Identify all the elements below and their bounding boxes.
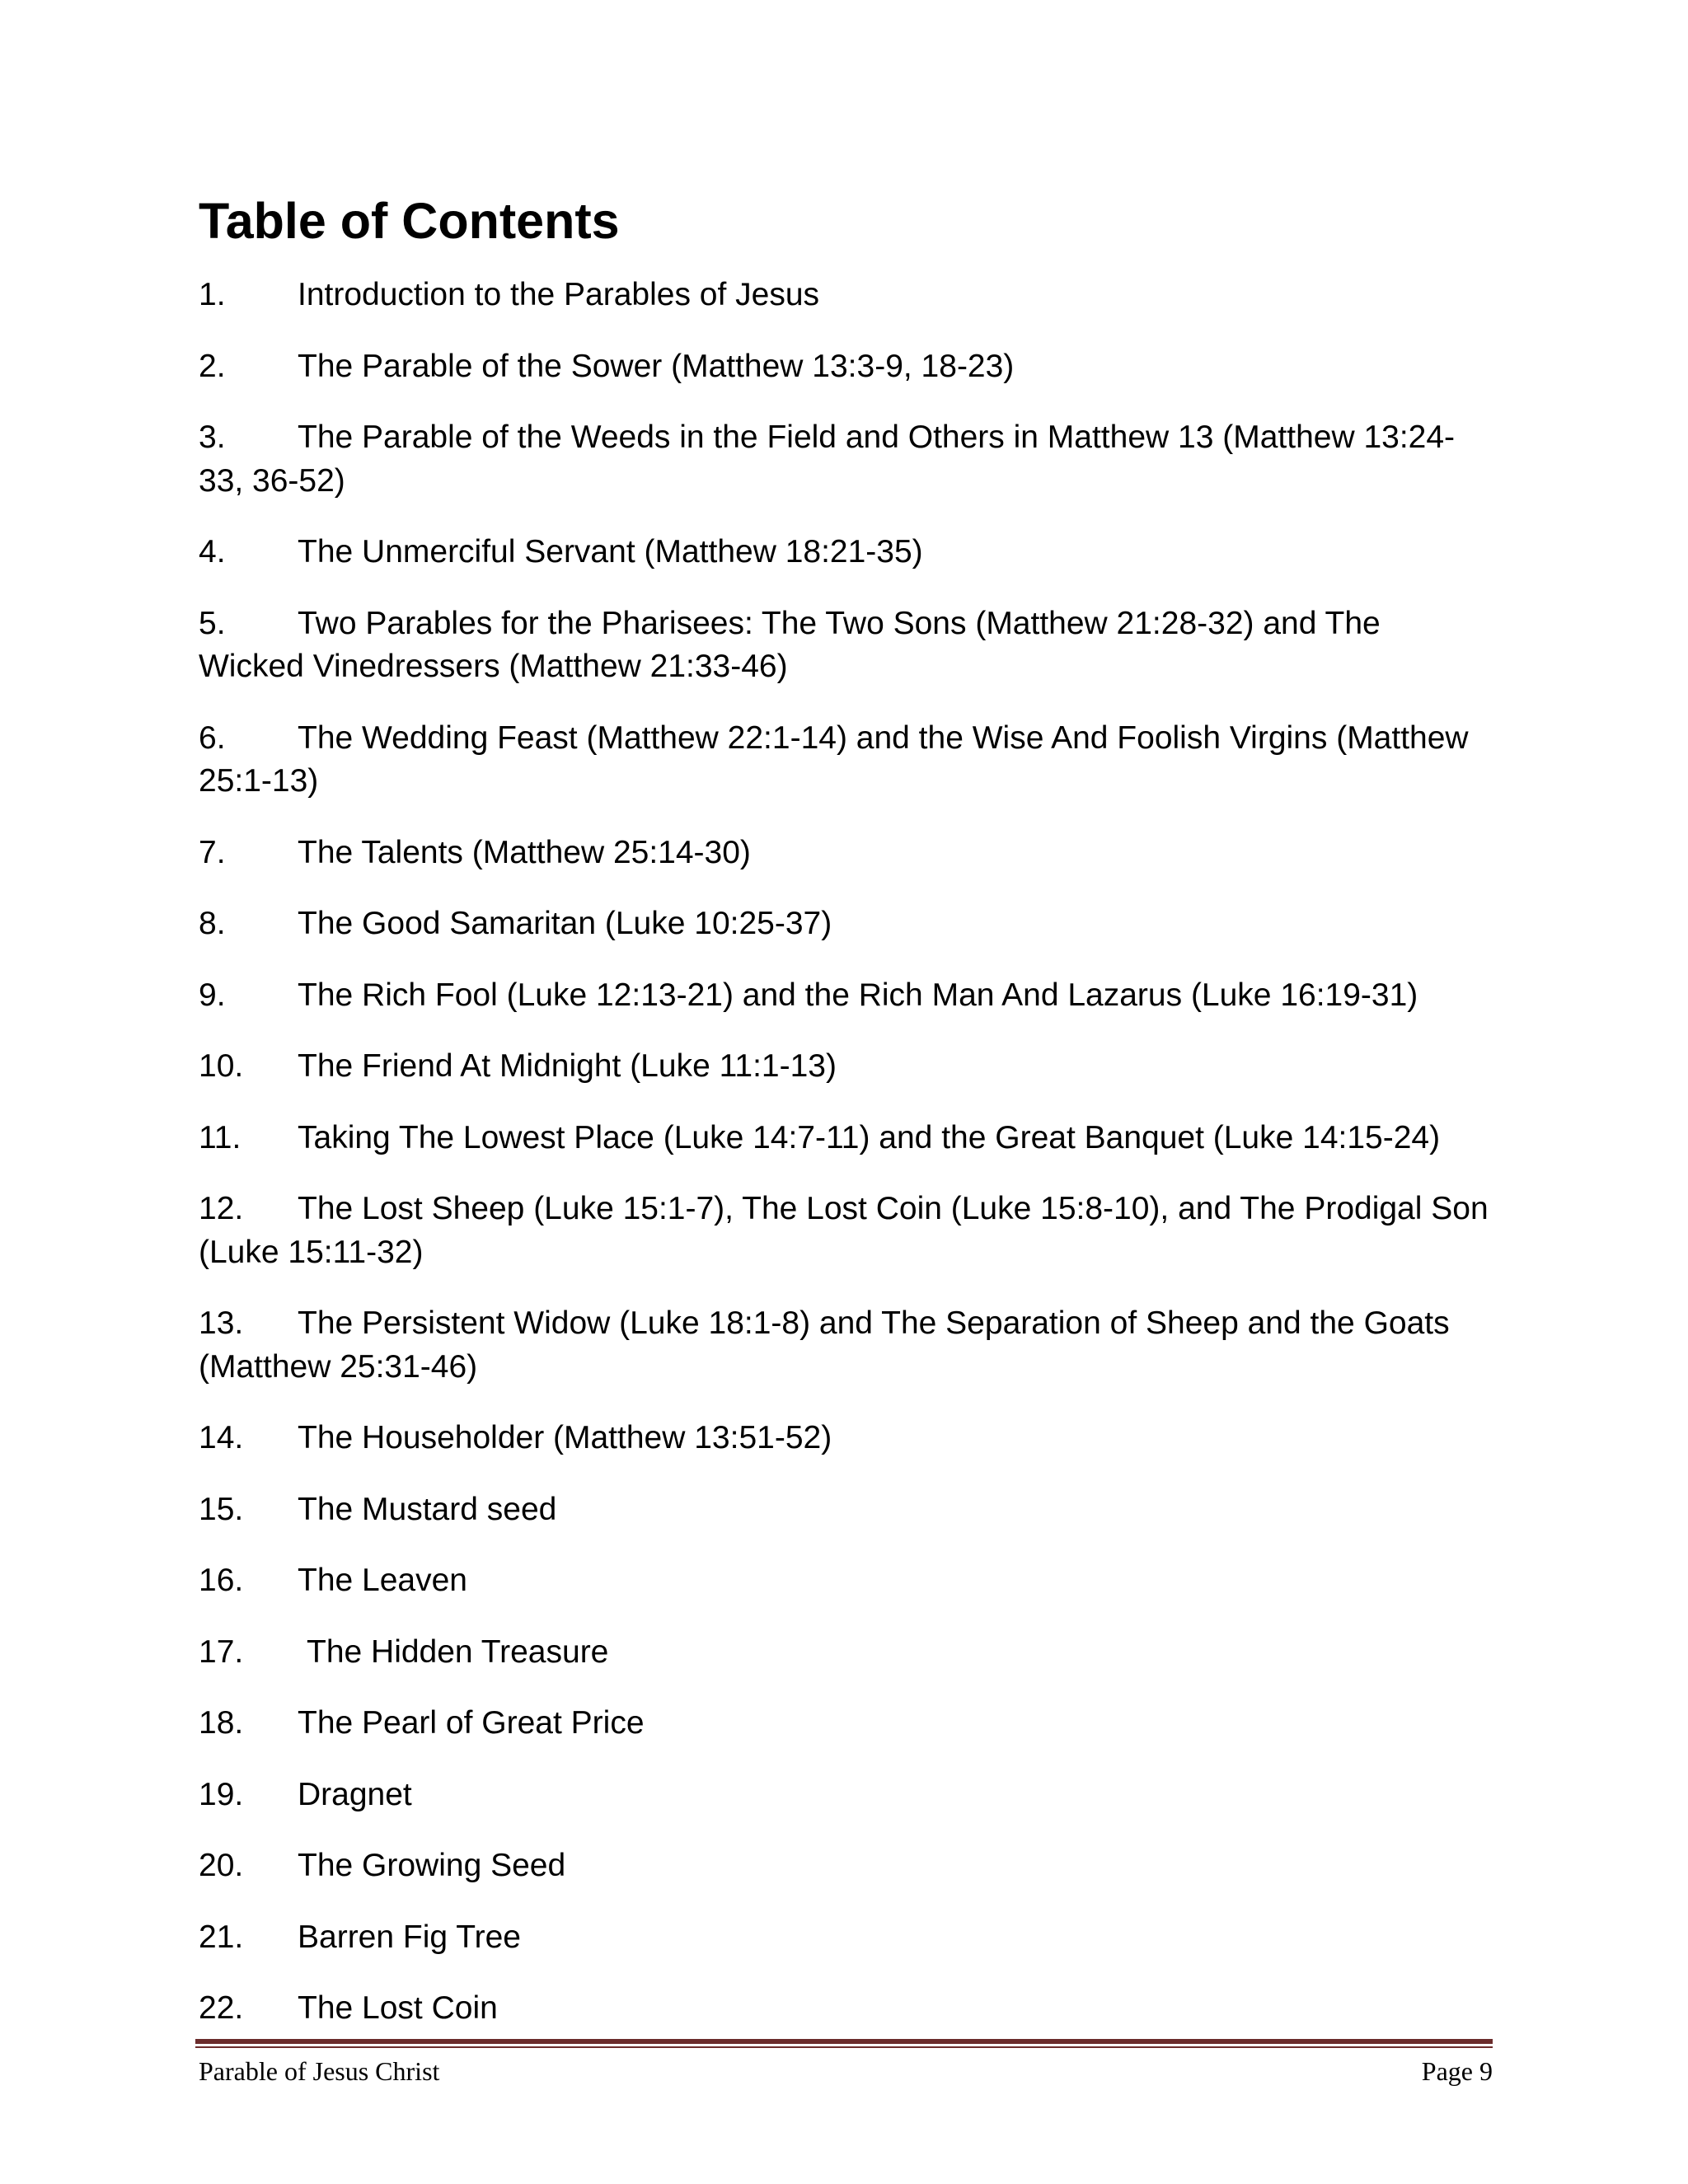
toc-entry [199, 1844, 1493, 1888]
toc-entry-text: The Parable of the Weeds in the Field and Others in Matthew 13 (Matthew 13:24-33, 36-52) [199, 419, 1456, 499]
toc-entry-text: The Hidden Treasure [307, 1633, 609, 1670]
toc-entry [199, 1774, 1493, 1817]
toc-entry-text: The Lost Coin [298, 1990, 498, 2026]
toc-entry [199, 974, 1493, 1018]
toc-entry-text: The Talents (Matthew 25:14-30) [298, 834, 751, 870]
toc-entry-text: The Householder (Matthew 13:51-52) [298, 1420, 832, 1455]
toc-entry [199, 1188, 1493, 1274]
toc-entry [199, 832, 1493, 875]
toc-entry-number: 12. [199, 1191, 244, 1226]
toc-entry-number: 10. [199, 1048, 244, 1084]
toc-entry-text: Taking The Lowest Place (Luke 14:7-11) and the Great Banquet (Luke 14:15-24) [298, 1119, 1441, 1155]
toc-entry-number: 16. [199, 1563, 244, 1598]
toc-entry-text: The Pearl of Great Price [298, 1705, 645, 1741]
toc-entry-number: 3. [199, 419, 226, 455]
toc-entry-number: 11. [199, 1119, 241, 1155]
footer-divider [195, 2039, 1493, 2044]
toc-entry [199, 1488, 1493, 1532]
toc-entry-number: 7. [199, 834, 226, 870]
toc-entry [199, 1702, 1493, 1746]
toc-entry-text: The Unmerciful Servant (Matthew 18:21-35) [298, 534, 923, 569]
toc-entry-number: 4. [199, 534, 226, 569]
toc-entry [199, 1987, 1493, 2031]
toc-entry-text: The Mustard seed [298, 1491, 557, 1527]
toc-entry [199, 274, 1493, 317]
footer-page-number: Page 9 [1421, 2056, 1493, 2086]
toc-entry-number: 14. [199, 1420, 244, 1455]
toc-entry-number: 2. [199, 348, 226, 384]
toc-entry-number: 9. [199, 977, 226, 1013]
toc-entry [199, 1302, 1493, 1389]
toc-entry-number: 22. [199, 1990, 244, 2026]
toc-entry [199, 902, 1493, 946]
toc-entry [199, 1631, 1493, 1675]
toc-entry-number: 21. [199, 1919, 244, 1955]
toc-entry-text: The Good Samaritan (Luke 10:25-37) [298, 906, 832, 941]
toc-entry-text: Barren Fig Tree [298, 1919, 521, 1955]
toc-entry-text: The Persistent Widow (Luke 18:1-8) and The Separation of Sheep and the Goats (Matthew 25:31-46) [199, 1305, 1450, 1385]
toc-entry-text: The Growing Seed [298, 1848, 566, 1883]
toc-entry [199, 416, 1493, 503]
toc-entry-text: The Lost Sheep (Luke 15:1-7), The Lost Coin (Luke 15:8-10), and The Prodigal Son (Luke 15:11-32) [199, 1191, 1489, 1270]
page-title: Table of Contents [199, 193, 620, 249]
footer-divider-thin [195, 2046, 1493, 2048]
toc-entry [199, 1559, 1493, 1603]
toc-entry [199, 345, 1493, 389]
toc-entry-text: The Rich Fool (Luke 12:13-21) and the Rich Man And Lazarus (Luke 16:19-31) [298, 977, 1418, 1013]
toc-entry-text: The Friend At Midnight (Luke 11:1-13) [298, 1048, 837, 1084]
toc-entry [199, 1916, 1493, 1960]
toc-entry-number: 13. [199, 1305, 244, 1341]
toc-entry-number: 6. [199, 719, 226, 756]
toc-entry-number: 8. [199, 906, 226, 941]
toc-entry-number: 17. [199, 1633, 244, 1670]
toc-entry-text: Dragnet [298, 1776, 412, 1812]
toc-entry-number: 5. [199, 605, 226, 641]
toc-entry-text: The Leaven [298, 1563, 467, 1598]
toc-entry [199, 531, 1493, 574]
toc-entry-text: The Parable of the Sower (Matthew 13:3-9, 18-23) [298, 348, 1015, 384]
table-of-contents-list [199, 274, 1493, 2059]
toc-entry-number: 15. [199, 1491, 244, 1527]
toc-entry [199, 1417, 1493, 1460]
toc-entry-number: 1. [199, 277, 226, 312]
toc-entry [199, 1117, 1493, 1160]
toc-entry-number: 19. [199, 1776, 244, 1812]
toc-entry [199, 717, 1493, 804]
toc-entry [199, 602, 1493, 689]
footer-document-title: Parable of Jesus Christ [199, 2056, 440, 2086]
toc-entry-number: 18. [199, 1705, 244, 1741]
toc-entry [199, 1045, 1493, 1089]
toc-entry-number: 20. [199, 1848, 244, 1883]
toc-entry-text: Introduction to the Parables of Jesus [298, 277, 820, 312]
toc-entry-text: Two Parables for the Pharisees: The Two Sons (Matthew 21:28-32) and The Wicked Vinedressers (Matthew 21:33-46) [199, 605, 1381, 684]
toc-entry-text: The Wedding Feast (Matthew 22:1-14) and the Wise And Foolish Virgins (Matthew 25:1-13) [199, 719, 1469, 799]
